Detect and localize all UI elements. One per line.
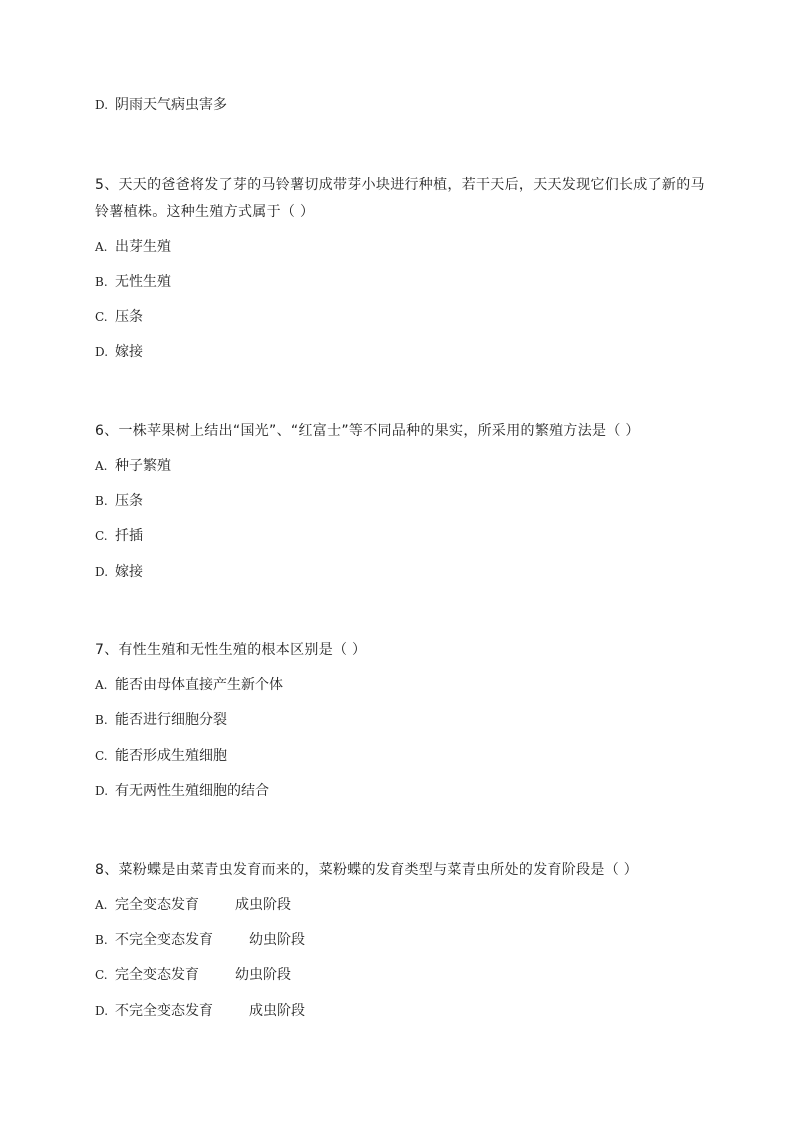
q5-option-a	[95, 238, 171, 256]
q6-option-d	[95, 563, 143, 581]
option-letter: B.	[95, 275, 108, 289]
option-text: 能否形成生殖细胞	[115, 748, 227, 764]
option-text: 出芽生殖	[115, 239, 171, 255]
option-text-2: 幼虫阶段	[235, 967, 291, 983]
option-text: 嫁接	[115, 344, 143, 360]
option-text: 无性生殖	[115, 274, 171, 290]
option-text: 能否由母体直接产生新个体	[115, 677, 283, 693]
option-text: 嫁接	[115, 564, 143, 580]
option-text: 能否进行细胞分裂	[115, 712, 227, 728]
q6-option-b	[95, 492, 143, 510]
q8-option-c	[95, 966, 291, 984]
option-text: 压条	[115, 309, 143, 325]
q4-option-d	[95, 96, 227, 114]
option-letter: D.	[95, 98, 109, 112]
option-text: 压条	[115, 493, 143, 509]
q8-option-d	[95, 1002, 305, 1020]
q8-stem: 8、菜粉蝶是由菜青虫发育而来的，菜粉蝶的发育类型与菜青虫所处的发育阶段是（ ）	[95, 862, 639, 878]
option-letter: A.	[95, 898, 108, 912]
q5-option-b	[95, 273, 171, 291]
q5-stem-line-2: 铃薯植株。这种生殖方式属于（ ）	[95, 204, 315, 220]
option-letter: D.	[95, 565, 109, 579]
option-letter: C.	[95, 310, 108, 324]
option-text: 不完全变态发育	[115, 932, 213, 948]
q6-stem: 6、一株苹果树上结出“国光”、“红富士”等不同品种的果实，所采用的繁殖方法是（ ）	[95, 423, 640, 439]
q7-option-b	[95, 711, 227, 729]
option-letter: A.	[95, 459, 108, 473]
option-letter: D.	[95, 345, 109, 359]
option-letter: C.	[95, 529, 108, 543]
option-text-2: 幼虫阶段	[249, 932, 305, 948]
option-letter: B.	[95, 933, 108, 947]
q8-option-b	[95, 931, 305, 949]
q6-option-c	[95, 527, 143, 545]
option-text: 种子繁殖	[115, 458, 171, 474]
option-text: 完全变态发育	[115, 967, 199, 983]
option-text-2: 成虫阶段	[235, 897, 291, 913]
q5-stem-line-1: 5、天天的爸爸将发了芽的马铃薯切成带芽小块进行种植，若干天后，天天发现它们长成了新的马	[95, 177, 705, 193]
option-text-2: 成虫阶段	[249, 1003, 305, 1019]
option-text: 扦插	[115, 528, 143, 544]
option-letter: C.	[95, 968, 108, 982]
option-text: 有无两性生殖细胞的结合	[115, 783, 269, 799]
q8-option-a	[95, 896, 291, 914]
option-text: 阴雨天气病虫害多	[115, 97, 227, 113]
q7-stem: 7、有性生殖和无性生殖的根本区别是（ ）	[95, 642, 367, 658]
option-letter: C.	[95, 749, 108, 763]
option-text: 不完全变态发育	[115, 1003, 213, 1019]
option-letter: D.	[95, 784, 109, 798]
q7-option-a	[95, 676, 283, 694]
q5-option-d	[95, 343, 143, 361]
option-letter: A.	[95, 678, 108, 692]
q7-option-c	[95, 747, 227, 765]
q5-option-c	[95, 308, 143, 326]
option-letter: B.	[95, 713, 108, 727]
option-text: 完全变态发育	[115, 897, 199, 913]
q6-option-a	[95, 457, 171, 475]
option-letter: D.	[95, 1004, 109, 1018]
option-letter: A.	[95, 240, 108, 254]
q7-option-d	[95, 782, 269, 800]
option-letter: B.	[95, 494, 108, 508]
